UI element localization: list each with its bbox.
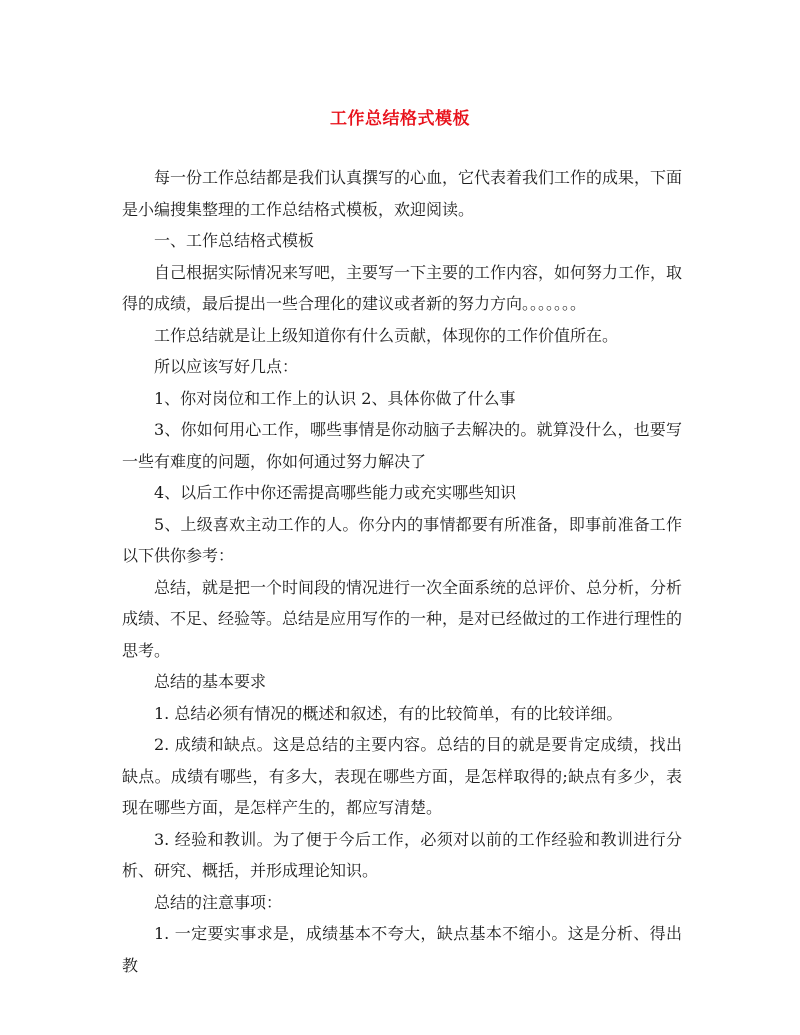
document-title: 工作总结格式模板 — [330, 109, 470, 129]
paragraph-requirement-2: 2. 成绩和缺点。这是总结的主要内容。总结的目的就是要肯定成绩，找出缺点。成绩有哪些，有多大，表现在哪些方面，是怎样取得的;缺点有多少，表现在哪些方面，是怎样产生的，都应写清楚。 — [122, 735, 682, 817]
paragraph-requirement-1: 1. 总结必须有情况的概述和叙述，有的比较简单，有的比较详细。 — [154, 703, 623, 723]
document-body — [122, 162, 682, 981]
paragraph-requirements-heading: 总结的基本要求 — [154, 672, 267, 691]
paragraph-point-5: 5、上级喜欢主动工作的人。你分内的事情都要有所准备，即事前准备工作以下供你参考： — [122, 514, 682, 565]
paragraph-requirement-3: 3. 经验和教训。为了便于今后工作，必须对以前的工作经验和教训进行分析、研究、概括，并形成理论知识。 — [122, 829, 682, 880]
paragraph-definition: 总结，就是把一个时间段的情况进行一次全面系统的总评价、总分析，分析成绩、不足、经验等。总结是应用写作的一种，是对已经做过的工作进行理性的思考。 — [122, 577, 683, 660]
paragraph-point-4: 4、以后工作中你还需提高哪些能力或充实哪些知识 — [154, 483, 517, 502]
paragraph-section-heading: 一、工作总结格式模板 — [154, 231, 315, 250]
paragraph-summary-purpose: 工作总结就是让上级知道你有什么贡献，体现你的工作价值所在。 — [154, 325, 619, 345]
paragraph-point-1-2: 1、你对岗位和工作上的认识 2、具体你做了什么事 — [154, 388, 516, 408]
paragraph-note-1: 1. 一定要实事求是，成绩基本不夸大，缺点基本不缩小。这是分析、得出教 — [122, 924, 682, 975]
paragraph-points-intro: 所以应该写好几点： — [154, 357, 299, 376]
paragraph-write-content: 自己根据实际情况来写吧，主要写一下主要的工作内容，如何努力工作，取得的成绩，最后提出一些合理化的建议或者新的努力方向。。。。。。。 — [122, 262, 683, 313]
paragraph-point-3: 3、你如何用心工作，哪些事情是你动脑子去解决的。就算没什么，也要写一些有难度的问题，你如何通过努力解决了 — [122, 420, 682, 471]
paragraph-notes-heading: 总结的注意事项： — [154, 892, 283, 912]
paragraph-intro: 每一份工作总结都是我们认真撰写的心血，它代表着我们工作的成果，下面是小编搜集整理的工作总结格式模板，欢迎阅读。 — [122, 168, 683, 219]
